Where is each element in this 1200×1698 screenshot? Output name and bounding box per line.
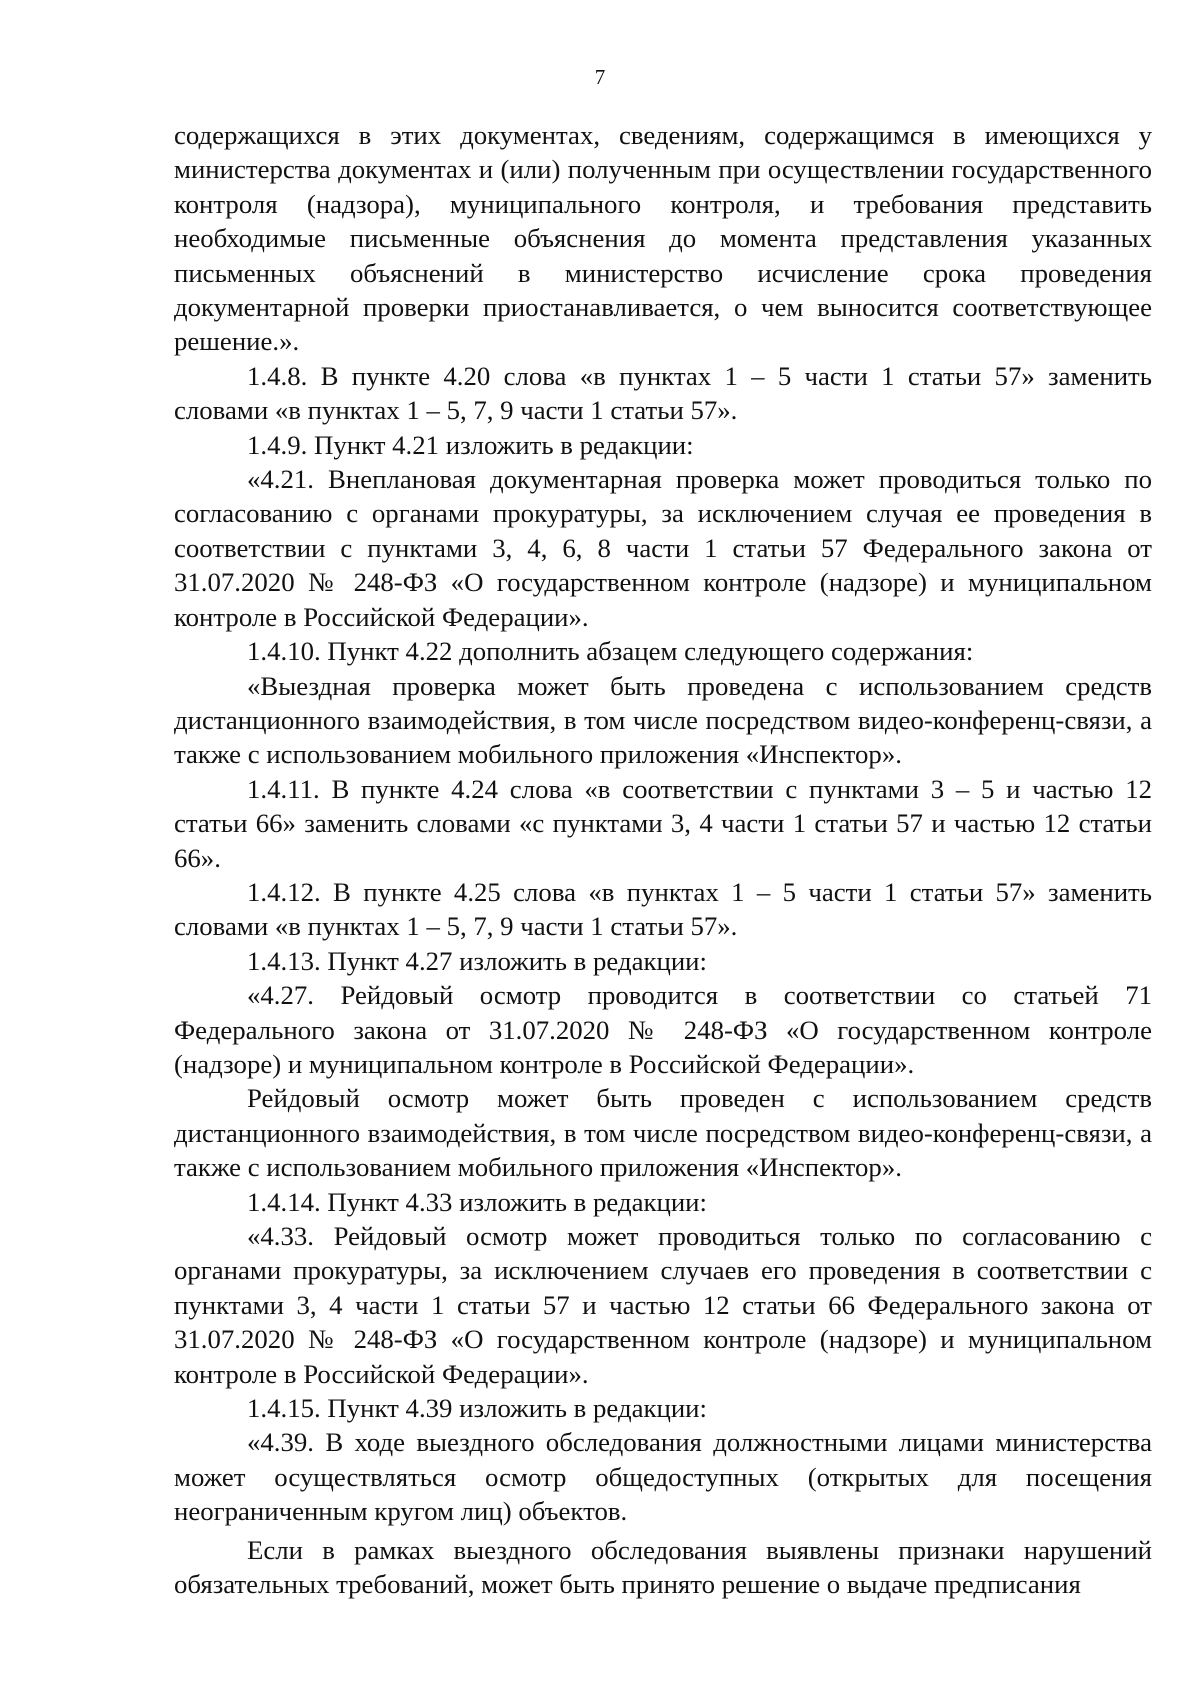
- paragraph: 1.4.13. Пункт 4.27 изложить в редакции:: [247, 945, 707, 976]
- paragraph: Если в рамках выездного обследования выявлены признаки нарушений обязательных требований, может быть принято решение о выдаче предписания: [174, 1534, 1152, 1600]
- document-body: [174, 118, 1152, 1601]
- paragraph: содержащихся в этих документах, сведениям, содержащимся в имеющихся у министерства документах и (или) полученным при осуществлении государственного контроля (надзора), муниципального контроля, и требования представить необходимые письменные объяснения до момента представления указанных письменных объяснений в министерство исчисление срока проведения документарной проверки приостанавливается, о чем выносится соответствующее решение.».: [174, 120, 1152, 357]
- paragraph: «4.27. Рейдовый осмотр проводится в соответствии со статьей 71 Федерального закона от 31.07.2020 № 248-ФЗ «О государственном контроле (надзоре) и муниципальном контроле в Российской Федерации».: [174, 980, 1152, 1079]
- paragraph: Рейдовый осмотр может быть проведен с использованием средств дистанционного взаимодействия, в том числе посредством видео-конференц-связи, а также с использованием мобильного приложения «Инспектор».: [174, 1083, 1152, 1183]
- paragraph: 1.4.9. Пункт 4.21 изложить в редакции:: [247, 429, 694, 460]
- paragraph: «4.33. Рейдовый осмотр может проводиться только по согласованию с органами прокуратуры, за исключением случаев его проведения в соответствии с пунктами 3, 4 части 1 статьи 57 и частью 12 статьи 66 Федерального закона от 31.07.2020 № 248-ФЗ «О государственном контроле (надзоре) и муниципальном контроле в Российской Федерации».: [174, 1221, 1152, 1389]
- page-number: 7: [594, 65, 606, 89]
- paragraph: 1.4.14. Пункт 4.33 изложить в редакции:: [247, 1186, 707, 1217]
- paragraph: «4.39. В ходе выездного обследования должностными лицами министерства может осуществляться осмотр общедоступных (открытых для посещения неограниченным кругом лиц) объектов.: [174, 1427, 1152, 1527]
- paragraph: 1.4.15. Пункт 4.39 изложить в редакции:: [247, 1393, 707, 1424]
- paragraph: 1.4.10. Пункт 4.22 дополнить абзацем следующего содержания:: [247, 636, 974, 667]
- paragraph: 1.4.12. В пункте 4.25 слова «в пунктах 1 – 5 части 1 статьи 57» заменить словами «в пунктах 1 – 5, 7, 9 части 1 статьи 57».: [174, 876, 1152, 942]
- paragraph: «Выездная проверка может быть проведена с использованием средств дистанционного взаимодействия, в том числе посредством видео-конференц-связи, а также с использованием мобильного приложения «Инспектор».: [174, 670, 1152, 770]
- paragraph: 1.4.8. В пункте 4.20 слова «в пунктах 1 – 5 части 1 статьи 57» заменить словами «в пунктах 1 – 5, 7, 9 части 1 статьи 57».: [174, 360, 1152, 426]
- paragraph: «4.21. Внеплановая документарная проверка может проводиться только по согласованию с органами прокуратуры, за исключением случая ее проведения в соответствии с пунктами 3, 4, 6, 8 части 1 статьи 57 Федерального закона от 31.07.2020 № 248-ФЗ «О государственном контроле (надзоре) и муниципальном контроле в Российской Федерации».: [174, 464, 1152, 632]
- paragraph: 1.4.11. В пункте 4.24 слова «в соответствии с пунктами 3 – 5 и частью 12 статьи 66» заменить словами «с пунктами 3, 4 части 1 статьи 57 и частью 12 статьи 66».: [174, 773, 1152, 873]
